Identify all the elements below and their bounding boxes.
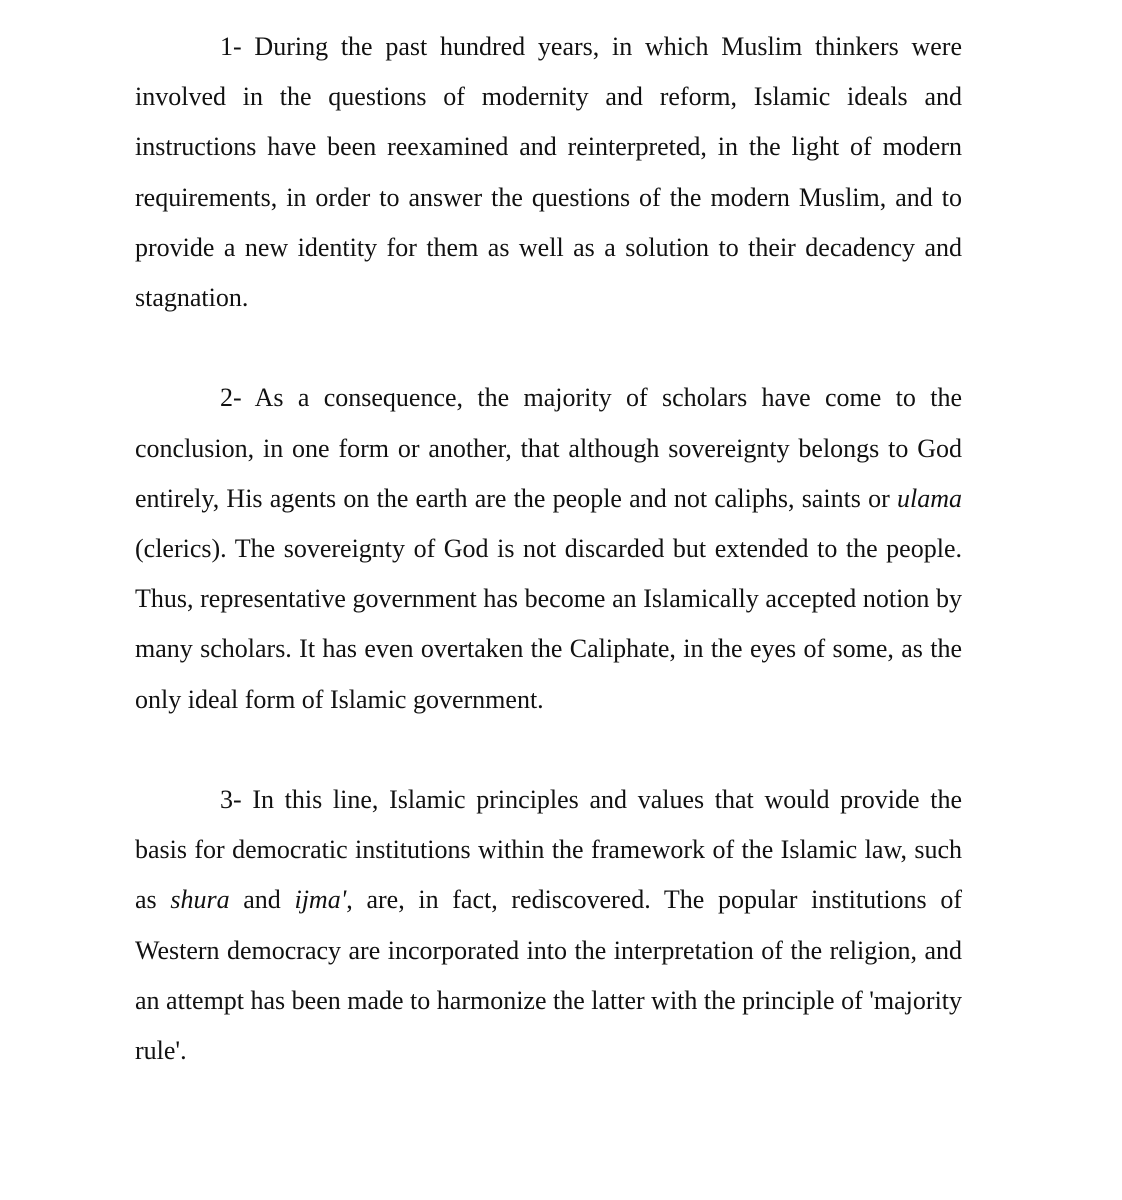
- paragraph-3-text-c: , are, in fact, rediscovered. The popular institutions of Western democracy are incorporated into the interpretation of the religion, and an attempt has been made to harmonize the latter with the principle of 'majority rule'.: [135, 885, 963, 1066]
- document-page: [135, 22, 962, 1126]
- paragraph-3: [135, 775, 962, 1076]
- paragraph-3-text-b: and: [229, 885, 295, 915]
- paragraph-2-text-b: (clerics). The sovereignty of God is not discarded but extended to the people. Thus, representative government has become an Islamically accepted notion by many scholars. It has even overtaken the Caliphate, in the eyes of some, as the only ideal form of Islamic government.: [135, 534, 962, 714]
- paragraph-3-text-a: 3- In this line, Islamic principles and values that would provide the basis for democratic institutions within the framework of the Islamic law, such as: [135, 785, 962, 915]
- term-shura: shura: [170, 885, 230, 915]
- term-ulama: ulama: [897, 483, 962, 513]
- paragraph-1-text: 1- During the past hundred years, in which Muslim thinkers were involved in the questions of modernity and reform, Islamic ideals and instructions have been reexamined and reinterpreted, in the light of modern requirements, in order to answer the questions of the modern Muslim, and to provide a new identity for them as well as a solution to their decadency and stagnation.: [135, 32, 962, 313]
- paragraph-2-text-a: 2- As a consequence, the majority of scholars have come to the conclusion, in one form or another, that although sovereignty belongs to God entirely, His agents on the earth are the people and not caliphs, saints or: [135, 383, 962, 513]
- paragraph-1: [135, 22, 962, 323]
- paragraph-2: [135, 373, 962, 724]
- term-ijma: ijma': [294, 885, 347, 915]
